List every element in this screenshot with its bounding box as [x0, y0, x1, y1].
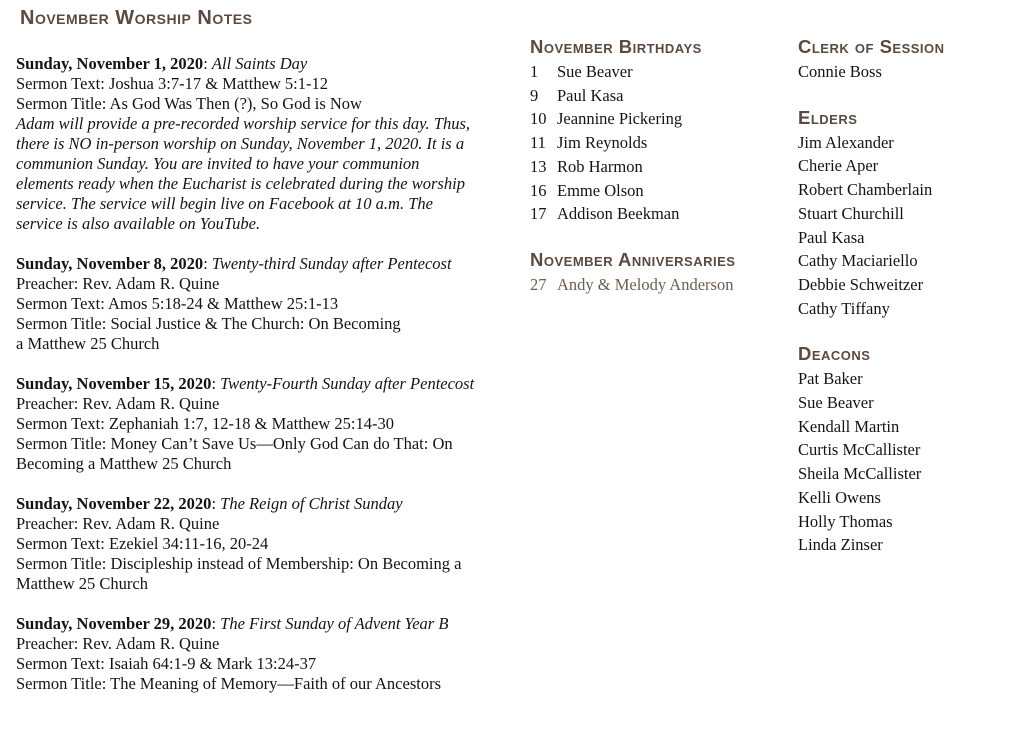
elders-section: [798, 107, 1020, 321]
service-date: Sunday, November 1, 2020: [16, 54, 204, 73]
elder-name: Jim Alexander: [798, 132, 894, 152]
service-lines: [16, 634, 521, 694]
birthdays-heading: November Birthdays: [530, 36, 702, 57]
service-date: Sunday, November 15, 2020: [16, 374, 212, 393]
clerk-of-session-heading: Clerk of Session: [798, 36, 945, 57]
service-date-line: [16, 494, 521, 514]
service-date-line: [16, 614, 521, 634]
service-note-line: Adam will provide a pre-recorded worship service for this day. Thus,: [16, 114, 471, 133]
service-occasion: The Reign of Christ Sunday: [220, 494, 403, 513]
service-entry-nov1: [16, 54, 521, 234]
birthdays-anniversaries-column: [530, 36, 790, 297]
elders-list: [798, 131, 1020, 321]
deacon-name: Linda Zinser: [798, 535, 883, 555]
birthday-day: 10: [530, 109, 547, 129]
service-line: Preacher: Rev. Adam R. Quine: [16, 634, 220, 653]
service-occasion: Twenty-Fourth Sunday after Pentecost: [220, 374, 475, 393]
birthday-item: [530, 84, 790, 108]
service-date-line: [16, 374, 521, 394]
service-line: Preacher: Rev. Adam R. Quine: [16, 514, 220, 533]
clerk-name: Connie Boss: [798, 62, 882, 81]
service-entry-nov8: [16, 254, 521, 354]
anniversaries-heading: November Anniversaries: [530, 248, 736, 270]
birthday-item: [530, 179, 790, 203]
service-line: Sermon Title: The Meaning of Memory—Faith of our Ancestors: [16, 674, 441, 693]
deacons-list: [798, 367, 1020, 557]
service-date-line: [16, 54, 521, 74]
birthday-item: [530, 202, 790, 226]
deacon-name: Curtis McCallister: [798, 440, 921, 460]
service-line: Matthew 25 Church: [16, 574, 148, 593]
deacons-section: [798, 343, 1020, 557]
birthday-name: Jeannine Pickering: [557, 109, 683, 129]
service-note-line: elements ready when the Eucharist is celebrated during the worship: [16, 174, 465, 193]
service-line: Sermon Text: Ezekiel 34:11-16, 20-24: [16, 534, 269, 553]
birthday-item: [530, 155, 790, 179]
date-separator: :: [203, 54, 212, 73]
service-lines: [16, 394, 521, 474]
birthday-day: 11: [530, 133, 546, 153]
birthday-name: Rob Harmon: [557, 156, 643, 176]
service-date-line: [16, 254, 521, 274]
service-line: Sermon Title: Discipleship instead of Membership: On Becoming a: [16, 554, 462, 573]
birthday-name: Addison Beekman: [557, 204, 680, 224]
clerk-of-session-section: [798, 36, 1020, 84]
birthday-day: 17: [530, 204, 547, 224]
service-note-line: service is also available on YouTube.: [16, 214, 261, 233]
birthdays-list: [530, 60, 790, 226]
birthday-name: Jim Reynolds: [557, 133, 648, 153]
service-line: Sermon Text: Isaiah 64:1-9 & Mark 13:24-37: [16, 654, 317, 673]
elder-name: Cathy Tiffany: [798, 298, 890, 318]
date-separator: :: [211, 494, 221, 513]
anniversary-item: [530, 273, 790, 297]
elder-name: Stuart Churchill: [798, 203, 904, 223]
birthdays-section: [530, 36, 790, 226]
elders-heading: Elders: [798, 106, 858, 128]
birthday-item: [530, 107, 790, 131]
service-lines: [16, 274, 521, 354]
service-note-line: there is NO in-person worship on Sunday, November 1, 2020. It is a: [16, 134, 465, 153]
service-line: a Matthew 25 Church: [16, 334, 160, 353]
service-line: Preacher: Rev. Adam R. Quine: [16, 274, 220, 293]
birthday-name: Emme Olson: [557, 180, 644, 200]
service-line: Becoming a Matthew 25 Church: [16, 454, 232, 473]
page-title: November Worship Notes: [20, 7, 253, 29]
service-occasion: Twenty-third Sunday after Pentecost: [211, 254, 452, 273]
service-line: Sermon Text: Joshua 3:7-17 & Matthew 5:1-12: [16, 74, 329, 93]
anniversary-day: 27: [530, 274, 547, 294]
service-line: Sermon Title: As God Was Then (?), So God is Now: [16, 94, 362, 113]
clerk-of-session-list: [798, 60, 1020, 84]
deacon-name: Kelli Owens: [798, 487, 881, 507]
service-note-line: communion Sunday. You are invited to have your communion: [16, 154, 420, 173]
service-lines: [16, 514, 521, 594]
date-separator: :: [211, 374, 221, 393]
service-line: Sermon Text: Zephaniah 1:7, 12-18 & Matthew 25:14-30: [16, 414, 394, 433]
birthday-name: Sue Beaver: [557, 62, 633, 81]
anniversaries-section: [530, 249, 790, 297]
service-line: Preacher: Rev. Adam R. Quine: [16, 394, 220, 413]
service-line: Sermon Title: Social Justice & The Church: On Becoming: [16, 314, 401, 333]
elder-name: Debbie Schweitzer: [798, 274, 924, 294]
birthday-day: 1: [530, 62, 539, 81]
date-separator: :: [203, 254, 212, 273]
date-separator: :: [211, 614, 221, 633]
birthday-name: Paul Kasa: [557, 85, 624, 105]
elder-name: Cherie Aper: [798, 156, 879, 176]
service-date: Sunday, November 22, 2020: [16, 494, 212, 513]
anniversary-name: Andy & Melody Anderson: [557, 274, 734, 294]
deacon-name: Sue Beaver: [798, 393, 874, 413]
officers-column: [798, 36, 1020, 557]
service-entry-nov15: [16, 374, 521, 474]
worship-notes-column: [16, 6, 521, 714]
birthday-day: 13: [530, 156, 547, 176]
elder-name: Cathy Maciariello: [798, 251, 918, 271]
anniversaries-list: [530, 273, 790, 297]
birthday-day: 9: [530, 85, 539, 105]
elder-name: Paul Kasa: [798, 227, 865, 247]
service-date: Sunday, November 8, 2020: [16, 254, 204, 273]
birthday-day: 16: [530, 180, 547, 200]
service-line: Sermon Title: Money Can’t Save Us—Only God Can do That: On: [16, 434, 453, 453]
deacon-name: Kendall Martin: [798, 416, 900, 436]
service-occasion: The First Sunday of Advent Year B: [220, 614, 449, 633]
service-occasion: All Saints Day: [211, 54, 308, 73]
service-line: Sermon Text: Amos 5:18-24 & Matthew 25:1-13: [16, 294, 339, 313]
service-note-line: service. The service will begin live on Facebook at 10 a.m. The: [16, 194, 433, 213]
service-note: [16, 114, 521, 234]
birthday-item: [530, 131, 790, 155]
deacon-name: Sheila McCallister: [798, 464, 922, 484]
service-entry-nov29: [16, 614, 521, 694]
deacon-name: Pat Baker: [798, 369, 863, 389]
service-lines: [16, 74, 521, 114]
deacon-name: Holly Thomas: [798, 511, 893, 531]
service-entry-nov22: [16, 494, 521, 594]
elder-name: Robert Chamberlain: [798, 180, 933, 200]
deacons-heading: Deacons: [798, 343, 871, 365]
birthday-item: [530, 60, 790, 84]
service-date: Sunday, November 29, 2020: [16, 614, 212, 633]
